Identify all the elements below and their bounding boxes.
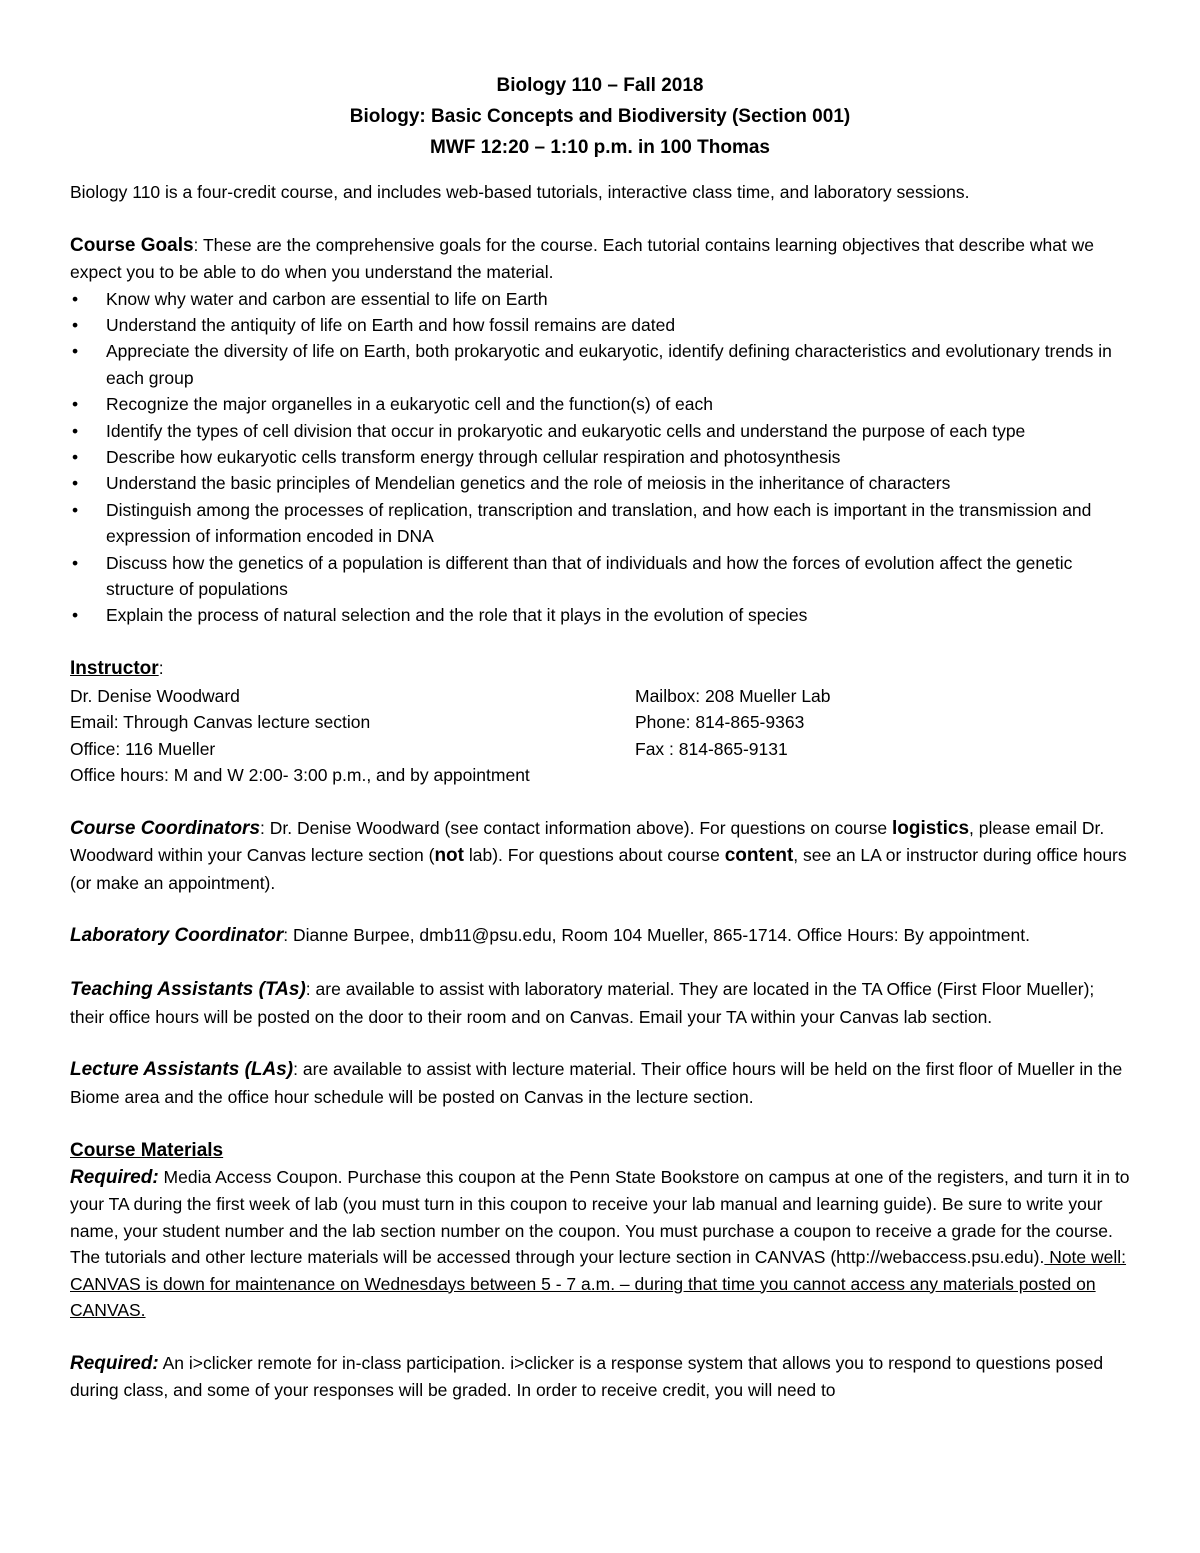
lab-coordinator-heading: Laboratory Coordinator (70, 925, 284, 947)
document-title (70, 70, 1130, 163)
list-item: • Identify the types of cell division that occur in prokaryotic and eukaryotic cells and understand the purpose of each type (70, 418, 1130, 444)
bullet-icon: • (72, 341, 79, 362)
canvas-maintenance-note: Note well: CANVAS is down for maintenance on Wednesdays between 5 - 7 a.m. – during that time you cannot access any materials posted on CANVAS. (70, 1247, 1127, 1320)
course-schedule: MWF 12:20 – 1:10 p.m. in 100 Thomas (430, 137, 770, 158)
list-item: • Know why water and carbon are essential to life on Earth (70, 286, 1130, 312)
materials-required-coupon: Required: Media Access Coupon. Purchase this coupon at the Penn State Bookstore on campus at one of the registers, and turn it in to your TA during the first week of lab (you must turn in this coupon to receive your lab manual and learning guide). Be sure to write your name, your student number and the lab section number on the coupon. You must purchase a coupon to receive a grade for the course. The tutorials and other lecture materials will be accessed through your lecture section in CANVAS (http://webaccess.psu.edu). Note well: CANVAS is down for maintenance on Wednesdays between 5 - 7 a.m. – during that time you cannot access any materials posted on CANVAS. (70, 1166, 1130, 1320)
list-item: • Understand the basic principles of Mendelian genetics and the role of meiosis in the inheritance of characters (70, 470, 1130, 496)
required-label: Required: (70, 1166, 159, 1188)
goals-list (70, 286, 1130, 629)
instructor-name: Dr. Denise Woodward (70, 685, 240, 706)
required-label: Required: (70, 1352, 159, 1374)
course-subtitle: Biology: Basic Concepts and Biodiversity (Section 001) (349, 106, 851, 127)
bullet-icon: • (72, 288, 79, 309)
list-item: • Discuss how the genetics of a population is different than that of individuals and how the forces of evolution affect the genetic structure of populations (70, 550, 1130, 603)
las-heading: Lecture Assistants (LAs) (70, 1059, 294, 1081)
materials-required-clicker: Required: An i>clicker remote for in-class participation. i>clicker is a response system that allows you to respond to questions posed during class, and some of your responses will be graded. In order to receive credit, you will need to (70, 1352, 1104, 1401)
list-item: • Recognize the major organelles in a eukaryotic cell and the function(s) of each (70, 391, 1130, 417)
bullet-icon: • (72, 420, 79, 441)
list-item: • Describe how eukaryotic cells transform energy through cellular respiration and photosynthesis (70, 444, 1130, 470)
tas-heading: Teaching Assistants (TAs) (70, 979, 306, 1001)
goals-heading: Course Goals (70, 234, 194, 256)
instructor-office: Office: 116 Mueller (70, 738, 216, 759)
instructor-email: Email: Through Canvas lecture section (70, 712, 371, 733)
coordinators-heading: Course Coordinators (70, 817, 261, 839)
course-title: Biology 110 – Fall 2018 (496, 75, 704, 96)
bullet-icon: • (72, 394, 79, 415)
instructor-fax: Fax : 814-865-9131 (635, 738, 788, 759)
tas-paragraph: Teaching Assistants (TAs): are available to assist with laboratory material. They are located in the TA Office (First Floor Mueller); their office hours will be posted on the door to their room and on Canvas. Email your TA within your Canvas lab section. (70, 979, 1095, 1027)
instructor-contact-right (635, 683, 1130, 789)
intro-paragraph: Biology 110 is a four-credit course, and includes web-based tutorials, interactive class time, and laboratory sessions. (70, 182, 970, 202)
syllabus-page (70, 70, 1130, 1404)
bullet-icon: • (72, 473, 79, 494)
instructor-office-hours: Office hours: M and W 2:00- 3:00 p.m., and by appointment (70, 764, 530, 785)
list-item: • Explain the process of natural selection and the role that it plays in the evolution of species (70, 602, 1130, 628)
list-item: • Appreciate the diversity of life on Earth, both prokaryotic and eukaryotic, identify defining characteristics and evolutionary trends in each group (70, 338, 1130, 391)
list-item: • Understand the antiquity of life on Earth and how fossil remains are dated (70, 312, 1130, 338)
bullet-icon: • (72, 552, 79, 573)
coordinators-paragraph: Course Coordinators: Dr. Denise Woodward (see contact information above). For questions on course logistics, please email Dr. Woodward within your Canvas lecture section (not lab). For questions about course content, see an LA or instructor during office hours (or make an appointment). (70, 817, 1127, 893)
instructor-phone: Phone: 814-865-9363 (635, 712, 805, 733)
instructor-contact (70, 683, 1130, 789)
goals-description: These are the comprehensive goals for the course. Each tutorial contains learning objectives that describe what we expect you to be able to do when you understand the material. (70, 234, 1095, 283)
las-paragraph: Lecture Assistants (LAs): are available to assist with lecture material. Their office hours will be held on the first floor of Mueller in the Biome area and the office hour schedule will be posted on Canvas in the lecture section. (70, 1059, 1123, 1107)
bullet-icon: • (72, 447, 79, 468)
bullet-icon: • (72, 499, 79, 520)
bullet-icon: • (72, 605, 79, 626)
bullet-icon: • (72, 315, 79, 336)
instructor-contact-left (70, 683, 635, 789)
materials-heading: Course Materials (70, 1139, 224, 1161)
lab-coordinator-paragraph: Laboratory Coordinator: Dianne Burpee, dmb11@psu.edu, Room 104 Mueller, 865-1714. Office Hours: By appointment. (70, 925, 1030, 947)
instructor-mailbox: Mailbox: 208 Mueller Lab (635, 685, 831, 706)
instructor-heading-line: Instructor: (70, 658, 164, 680)
instructor-heading: Instructor (70, 658, 159, 680)
list-item: • Distinguish among the processes of replication, transcription and translation, and how each is important in the transmission and expression of information encoded in DNA (70, 497, 1130, 550)
goals-paragraph: Course Goals: These are the comprehensive goals for the course. Each tutorial contains learning objectives that describe what we expect you to be able to do when you understand the material. (70, 234, 1095, 283)
materials-heading-line (70, 1137, 1130, 1164)
